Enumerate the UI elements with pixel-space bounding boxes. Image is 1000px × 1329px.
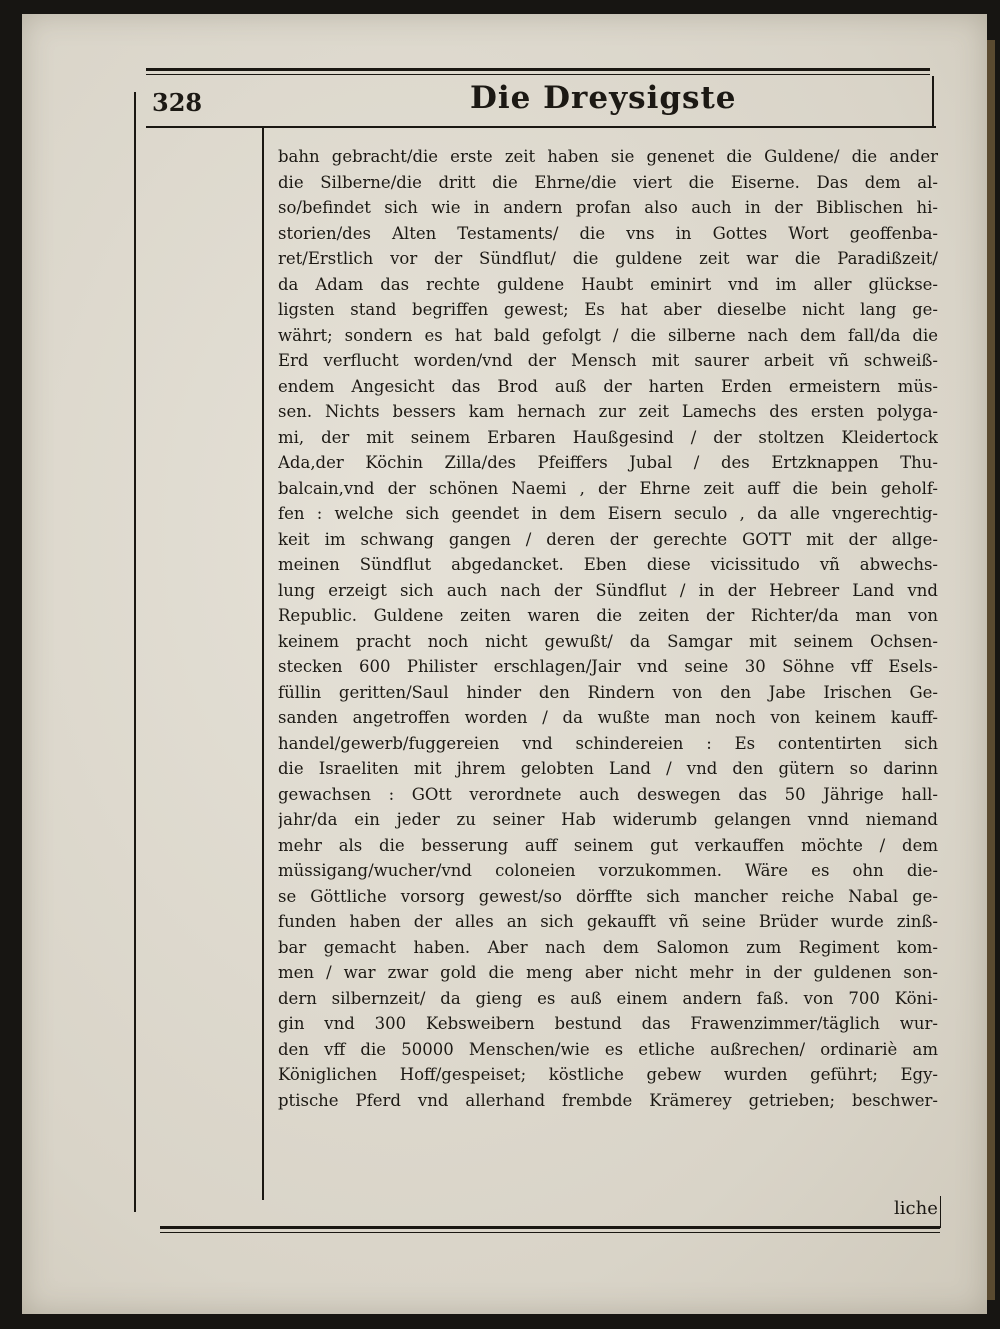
text-line: handel/gewerb/fuggereien vnd schindereien : Es contentirten sich xyxy=(278,733,938,753)
text-line: die Silberne/die dritt die Ehrne/die viert die Eiserne. Das dem al- xyxy=(278,172,938,192)
text-line: keinem pracht noch nicht gewußt/ da Samgar mit seinem Ochsen- xyxy=(278,631,938,651)
text-line: keit im schwang gangen / deren der gerechte GOTT mit der allge- xyxy=(278,529,938,549)
running-header-title: Die Dreysigste xyxy=(470,80,737,116)
text-line: Erd verflucht worden/vnd der Mensch mit saurer arbeit vñ schweiß- xyxy=(278,351,938,370)
header-bottom-rule xyxy=(146,126,936,128)
catchword-rule xyxy=(940,1196,941,1228)
text-line: da Adam das rechte guldene Haubt eminirt vnd im aller glückse- xyxy=(278,274,938,294)
text-line: währt; sondern es hat bald gefolgt / die silberne nach dem fall/da die xyxy=(278,325,938,345)
text-line: so/befindet sich wie in andern profan also auch in der Biblischen hi- xyxy=(278,198,938,217)
page-edge xyxy=(987,40,995,1300)
text-line: fen : welche sich geendet in dem Eisern seculo , da alle vngerechtig- xyxy=(278,504,938,523)
text-line: men / war zwar gold die meng aber nicht mehr in der guldenen son- xyxy=(278,963,938,982)
left-margin-rule-inner xyxy=(262,128,264,1200)
text-line: mi, der mit seinem Erbaren Haußgesind / der stoltzen Kleidertock xyxy=(278,427,938,447)
text-line: müssigang/wucher/vnd coloneien vorzukommen. Wäre es ohn die- xyxy=(278,861,938,880)
text-line: ligsten stand begriffen gewest; Es hat aber dieselbe nicht lang ge- xyxy=(278,300,938,319)
text-line: die Israeliten mit jhrem gelobten Land / vnd den gütern so darinn xyxy=(278,759,938,778)
text-line: gewachsen : GOtt verordnete auch deswegen das 50 Jährige hall- xyxy=(278,784,938,804)
catchword: liche xyxy=(894,1198,938,1219)
text-line: Republic. Guldene zeiten waren die zeiten der Richter/da man von xyxy=(278,606,938,625)
text-line: den vff die 50000 Menschen/wie es etliche außrechen/ ordinariè am xyxy=(278,1039,938,1059)
text-line: endem Angesicht das Brod auß der harten Erden ermeistern müs- xyxy=(278,376,938,396)
text-line: bar gemacht haben. Aber nach dem Salomon zum Regiment kom- xyxy=(278,937,938,957)
text-line: funden haben der alles an sich gekaufft vñ seine Brüder wurde zinß- xyxy=(278,912,938,931)
text-line: stecken 600 Philister erschlagen/Jair vnd seine 30 Söhne vff Esels- xyxy=(278,657,938,676)
right-margin-rule xyxy=(932,76,934,128)
text-line: füllin geritten/Saul hinder den Rindern von den Jabe Irischen Ge- xyxy=(278,682,938,702)
top-rule-thick xyxy=(146,68,930,71)
text-line: Königlichen Hoff/gespeiset; köstliche gebew wurden geführt; Egy- xyxy=(278,1065,938,1084)
text-line: dern silbernzeit/ da gieng es auß einem andern faß. von 700 Köni- xyxy=(278,988,938,1008)
text-line: bahn gebracht/die erste zeit haben sie genenet die Guldene/ die ander xyxy=(278,147,938,166)
text-line: mehr als die besserung auff seinem gut verkauffen möchte / dem xyxy=(278,835,938,855)
bottom-rule-thick xyxy=(160,1226,940,1229)
bottom-rule-thin xyxy=(160,1232,940,1233)
text-line: ptische Pferd vnd allerhand frembde Krämerey getrieben; beschwer- xyxy=(278,1090,938,1110)
text-line: se Göttliche vorsorg gewest/so dörffte sich mancher reiche Nabal ge- xyxy=(278,886,938,906)
text-line: Ada,der Köchin Zilla/des Pfeiffers Jubal / des Ertzknappen Thu- xyxy=(278,453,938,472)
left-margin-rule-outer xyxy=(134,92,136,1212)
text-line: jahr/da ein jeder zu seiner Hab widerumb gelangen vnnd niemand xyxy=(278,810,938,829)
text-line: storien/des Alten Testaments/ die vns in Gottes Wort geoffenba- xyxy=(278,223,938,243)
text-line: sen. Nichts bessers kam hernach zur zeit Lamechs des ersten polyga- xyxy=(278,402,938,421)
page-number: 328 xyxy=(152,88,203,117)
body-text xyxy=(278,144,938,1113)
text-line: ret/Erstlich vor der Sündflut/ die guldene zeit war die Paradißzeit/ xyxy=(278,249,938,268)
text-line: sanden angetroffen worden / da wußte man noch von keinem kauff- xyxy=(278,708,938,727)
text-line: lung erzeigt sich auch nach der Sündflut / in der Hebreer Land vnd xyxy=(278,580,938,600)
text-line: gin vnd 300 Kebsweibern bestund das Frawenzimmer/täglich wur- xyxy=(278,1014,938,1033)
top-rule-thin xyxy=(146,74,930,75)
text-line: balcain,vnd der schönen Naemi , der Ehrne zeit auff die bein geholf- xyxy=(278,478,938,498)
text-line: meinen Sündflut abgedancket. Eben diese vicissitudo vñ abwechs- xyxy=(278,555,938,574)
